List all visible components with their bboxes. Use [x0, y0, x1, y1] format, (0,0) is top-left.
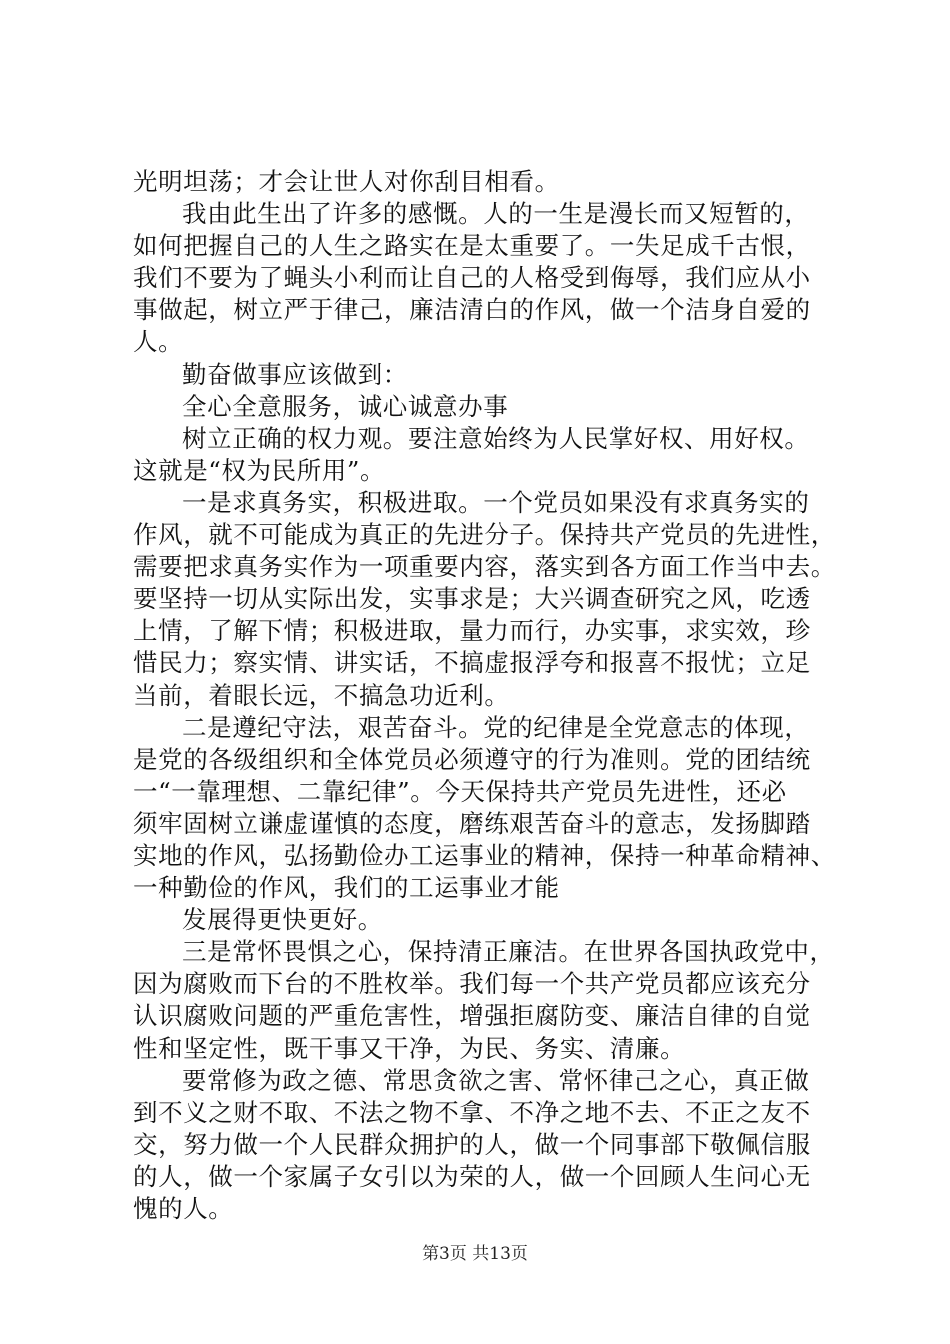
text-line: 需要把求真务实作为一项重要内容，落实到各方面工作当中去。	[133, 552, 836, 582]
text-line: 要常修为政之德、常思贪欲之害、常怀律己之心，真正做	[182, 1065, 810, 1095]
text-line: 须牢固树立谦虚谨慎的态度，磨练艰苦奋斗的意志，发扬脚踏	[133, 808, 811, 838]
text-line: 性和坚定性，既干事又干净，为民、务实、清廉。	[133, 1033, 686, 1063]
text-line: 作风，就不可能成为真正的先进分子。保持共产党员的先进性，	[133, 520, 836, 550]
text-line: 这就是“权为民所用”。	[133, 455, 386, 485]
text-line: 光明坦荡；才会让世人对你刮目相看。	[133, 167, 560, 196]
document-body	[133, 166, 836, 1225]
text-line: 到不义之财不取、不法之物不拿、不净之地不去、不正之友不	[133, 1097, 811, 1127]
text-line: 勤奋做事应该做到：	[182, 359, 408, 389]
text-line: 上情，了解下情；积极进取，量力而行，办实事，求实效，珍	[133, 616, 811, 646]
text-line: 的人，做一个家属子女引以为荣的人，做一个回顾人生问心无	[133, 1161, 811, 1191]
text-line: 当前，着眼长远，不搞急功近利。	[133, 680, 510, 710]
text-line: 我由此生出了许多的感慨。人的一生是漫长而又短暂的，	[182, 199, 810, 229]
text-line: 发展得更快更好。	[182, 905, 383, 935]
text-line: 如何把握自己的人生之路实在是太重要了。一失足成千古恨，	[133, 231, 811, 261]
text-line: 全心全意服务，诚心诚意办事	[182, 391, 509, 421]
text-line: 人。	[133, 327, 184, 357]
text-line: 二是遵纪守法，艰苦奋斗。党的纪律是全党意志的体现，	[182, 712, 810, 742]
text-line: 愧的人。	[133, 1194, 234, 1223]
text-line: 因为腐败而下台的不胜枚举。我们每一个共产党员都应该充分	[133, 969, 811, 999]
text-line: 一“一靠理想、二靠纪律”。今天保持共产党员先进性，还必	[133, 776, 787, 806]
text-line: 三是常怀畏惧之心，保持清正廉洁。在世界各国执政党中，	[182, 937, 835, 967]
text-line: 一是求真务实，积极进取。一个党员如果没有求真务实的	[182, 487, 810, 517]
text-line: 要坚持一切从实际出发，实事求是；大兴调查研究之风，吃透	[133, 584, 811, 614]
text-line: 事做起，树立严于律己，廉洁清白的作风，做一个洁身自爱的	[133, 295, 811, 325]
text-line: 认识腐败问题的严重危害性，增强拒腐防变、廉洁自律的自觉	[133, 1001, 811, 1031]
text-line: 一种勤俭的作风，我们的工运事业才能	[133, 873, 560, 903]
text-line: 树立正确的权力观。要注意始终为人民掌好权、用好权。	[182, 423, 810, 453]
text-line: 交，努力做一个人民群众拥护的人，做一个同事部下敬佩信服	[133, 1129, 811, 1159]
text-line: 我们不要为了蝇头小利而让自己的人格受到侮辱，我们应从小	[133, 263, 811, 293]
text-line: 惜民力；察实情、讲实话，不搞虚报浮夸和报喜不报忧；立足	[133, 648, 811, 678]
page-footer: 第3页 共13页	[422, 1244, 528, 1264]
text-line: 是党的各级组织和全体党员必须遵守的行为准则。党的团结统	[133, 744, 811, 774]
text-line: 实地的作风，弘扬勤俭办工运事业的精神，保持一种革命精神、	[133, 840, 836, 870]
